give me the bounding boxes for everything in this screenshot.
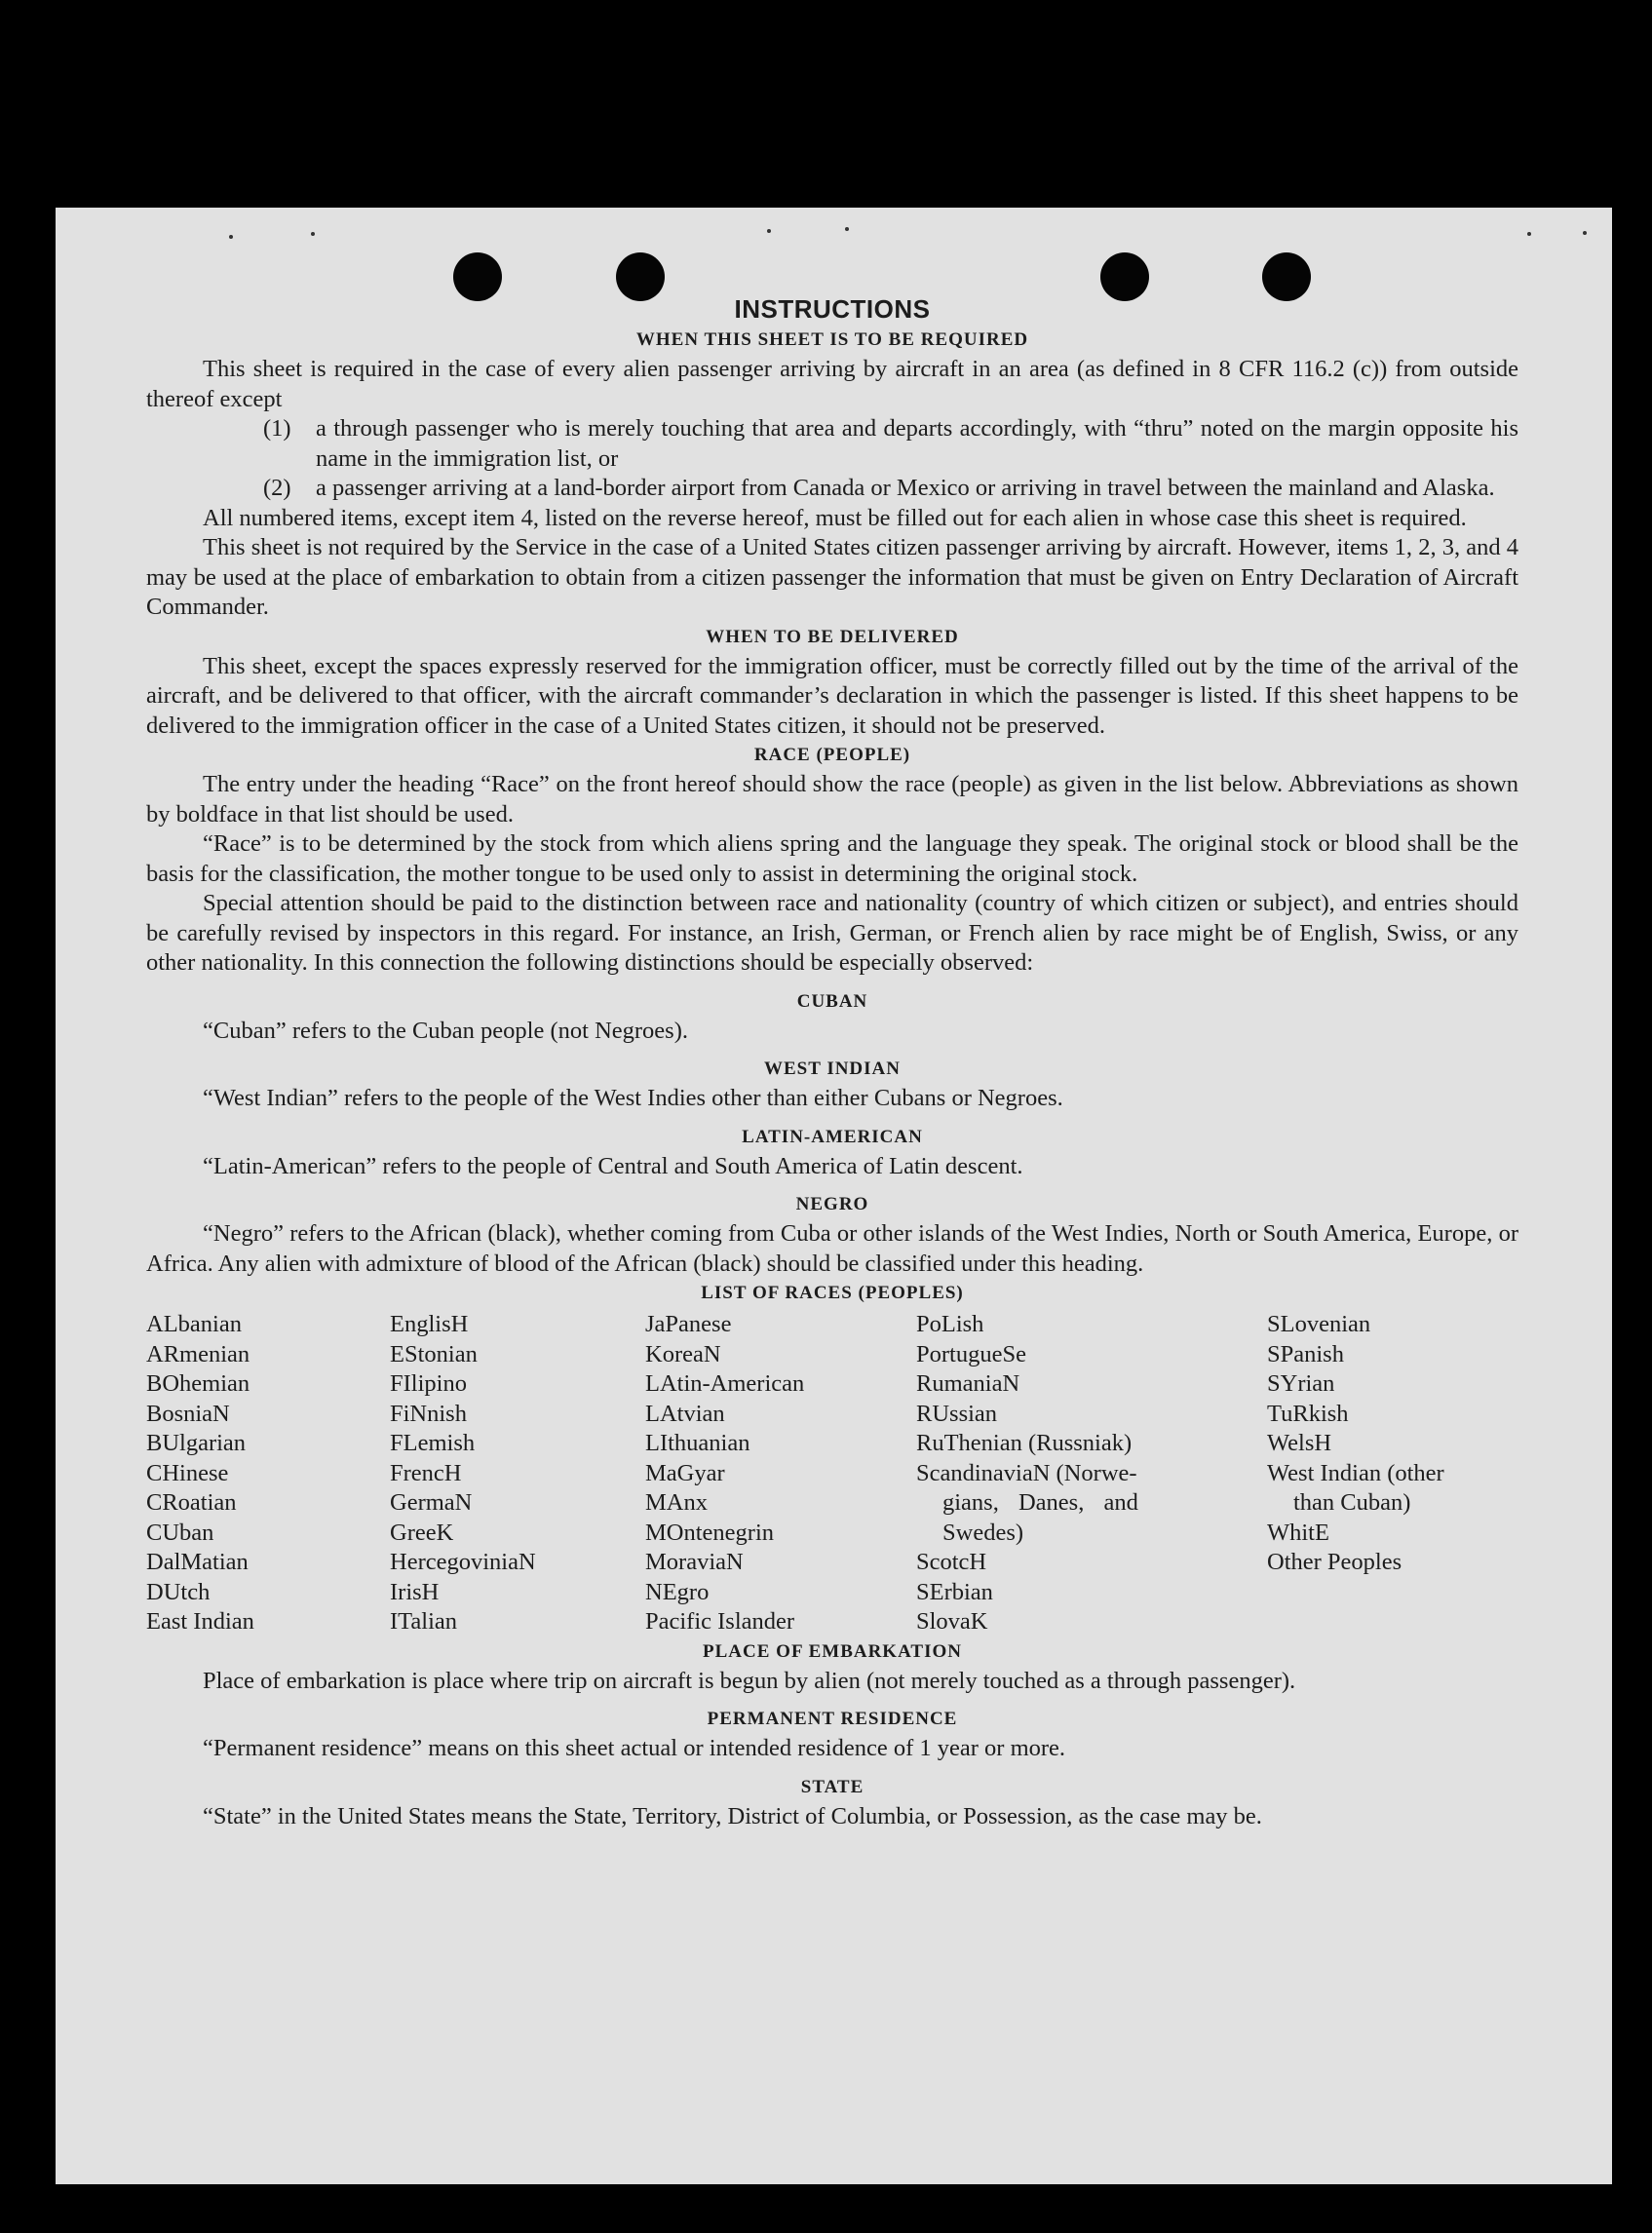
list-item: HercegoviniaN	[390, 1549, 536, 1575]
list-item: West Indian (other	[1267, 1459, 1444, 1486]
list-item: PoLish	[916, 1311, 984, 1337]
races-column-5	[1267, 1310, 1518, 1637]
list-item: TuRkish	[1267, 1400, 1349, 1427]
list-item: SYrian	[1267, 1370, 1335, 1397]
section-heading-races-list: LIST OF RACES (PEOPLES)	[701, 1283, 964, 1303]
paragraph: Place of embarkation is place where trip on aircraft is begun by alien (not merely touched as a through passenger).	[203, 1667, 1296, 1694]
list-item: SPanish	[1267, 1340, 1344, 1367]
list-item: SErbian	[916, 1578, 993, 1605]
list-item: Pacific Islander	[645, 1608, 795, 1635]
paragraph: “Cuban” refers to the Cuban people (not Negroes).	[203, 1017, 688, 1044]
list-item: GreeK	[390, 1519, 454, 1546]
list-item: ITalian	[390, 1608, 458, 1635]
scan-mark	[767, 229, 771, 233]
list-item: LAtin-American	[645, 1370, 805, 1397]
list-item: SLovenian	[1267, 1311, 1371, 1337]
list-item: MaGyar	[645, 1459, 725, 1486]
list-item: LIthuanian	[645, 1430, 750, 1456]
races-column-4	[916, 1310, 1267, 1637]
list-item: FIlipino	[390, 1370, 467, 1397]
item-number: (2)	[263, 475, 291, 501]
list-item: PortugueSe	[916, 1340, 1026, 1367]
list-item: BUlgarian	[146, 1430, 247, 1456]
list-item: East Indian	[146, 1608, 254, 1635]
list-item: CUban	[146, 1519, 214, 1546]
list-item: BOhemian	[146, 1370, 250, 1397]
paragraph: Special attention should be paid to the distinction between race and nationality (country of which citizen or subject), and entries should be carefully revised by inspectors in this regard. For instance, an Irish, German, or French alien by race might be of English, Swiss, or any other nationality. In this connection the following distinctions should be especially observed:	[146, 890, 1518, 976]
list-item: FLemish	[390, 1430, 476, 1456]
paragraph: This sheet is required in the case of every alien passenger arriving by aircraft in an area (as defined in 8 CFR 116.2 (c)) from outside thereof except	[146, 356, 1518, 412]
list-item: MAnx	[645, 1489, 708, 1516]
list-item: RuThenian (Russniak)	[916, 1430, 1133, 1456]
scan-mark	[1583, 231, 1587, 235]
list-item: BosniaN	[146, 1400, 230, 1427]
list-item: DalMatian	[146, 1549, 249, 1575]
list-item: FrencH	[390, 1459, 462, 1486]
list-item: ScandinaviaN (Norwe-	[916, 1459, 1137, 1486]
section-heading-negro: NEGRO	[795, 1194, 869, 1214]
list-item: EStonian	[390, 1340, 478, 1367]
section-heading-delivered: WHEN TO BE DELIVERED	[706, 626, 959, 647]
races-column-3	[645, 1310, 916, 1637]
paragraph: The entry under the heading “Race” on the front hereof should show the race (people) as given in the list below. Abbreviations as shown by boldface in that list should be used.	[146, 771, 1518, 828]
scan-mark	[845, 227, 849, 231]
list-item: LAtvian	[645, 1400, 725, 1427]
list-item: NEgro	[645, 1578, 710, 1605]
list-item: MOntenegrin	[645, 1519, 774, 1546]
paragraph: “Negro” refers to the African (black), whether coming from Cuba or other islands of the West Indies, North or South America, Europe, or Africa. Any alien with admixture of blood of the African (black) should be classified under this heading.	[146, 1220, 1518, 1277]
list-item: DUtch	[146, 1578, 211, 1605]
scan-mark	[229, 235, 233, 239]
section-heading-latin-american: LATIN-AMERICAN	[742, 1126, 923, 1147]
list-item	[263, 474, 1518, 504]
list-item: JaPanese	[645, 1311, 732, 1337]
instructions-content	[146, 292, 1518, 1831]
section-heading-state: STATE	[800, 1776, 864, 1797]
list-item: EnglisH	[390, 1311, 469, 1337]
paragraph: “Latin-American” refers to the people of Central and South America of Latin descent.	[203, 1152, 1023, 1179]
paragraph: This sheet is not required by the Service in the case of a United States citizen passenger arriving by aircraft. However, items 1, 2, 3, and 4 may be used at the place of embarkation to obtain from a citizen passenger the information that must be given on Entry Declaration of Aircraft Commander.	[146, 534, 1518, 620]
section-heading-cuban: CUBAN	[796, 990, 868, 1012]
section-heading-west-indian: WEST INDIAN	[764, 1059, 901, 1079]
list-item	[263, 414, 1518, 474]
list-item: RumaniaN	[916, 1370, 1020, 1397]
list-item: WelsH	[1267, 1430, 1332, 1456]
paragraph: This sheet, except the spaces expressly reserved for the immigration officer, must be correctly filled out by the time of the arrival of the aircraft, and be delivered to that officer, with the aircraft commander’s declaration in which the passenger is listed. If this sheet happens to be delivered to the immigration officer in the case of a United States citizen, it should not be preserved.	[146, 652, 1518, 739]
list-item: KoreaN	[645, 1340, 721, 1367]
list-item: ScotcH	[916, 1549, 987, 1575]
list-item: gians, Danes, and	[942, 1489, 1138, 1516]
list-item: ALbanian	[146, 1311, 242, 1337]
section-heading-embarkation: PLACE OF EMBARKATION	[703, 1640, 962, 1662]
list-item: MoraviaN	[645, 1549, 744, 1575]
list-item: than Cuban)	[1293, 1489, 1411, 1516]
list-item: SlovaK	[916, 1608, 988, 1635]
paragraph: All numbered items, except item 4, listed on the reverse hereof, must be filled out for each alien in whose case this sheet is required.	[203, 504, 1467, 531]
scan-mark	[1527, 232, 1531, 236]
section-heading-race: RACE (PEOPLE)	[753, 745, 911, 765]
section-heading-residence: PERMANENT RESIDENCE	[707, 1709, 958, 1729]
page-title: INSTRUCTIONS	[734, 294, 931, 324]
races-column-2	[390, 1310, 645, 1637]
item-text: a passenger arriving at a land-border airport from Canada or Mexico or arriving in travel between the mainland and Alaska.	[316, 475, 1495, 501]
paragraph: “Race” is to be determined by the stock from which aliens spring and the language they speak. The original stock or blood shall be the basis for the classification, the mother tongue to be used only to assist in determining the original stock.	[146, 830, 1518, 887]
paragraph: “West Indian” refers to the people of the West Indies other than either Cubans or Negroes.	[203, 1085, 1063, 1111]
list-item: IrisH	[390, 1578, 440, 1605]
races-list	[146, 1310, 1518, 1637]
list-item: GermaN	[390, 1489, 473, 1516]
paragraph: “State” in the United States means the State, Territory, District of Columbia, or Possession, as the case may be.	[203, 1802, 1262, 1829]
races-column-1	[146, 1310, 390, 1637]
scan-mark	[311, 232, 315, 236]
list-item: WhitE	[1267, 1519, 1329, 1546]
list-item: Other Peoples	[1267, 1549, 1402, 1575]
list-item: FiNnish	[390, 1400, 467, 1427]
list-item: CRoatian	[146, 1489, 237, 1516]
item-number: (1)	[263, 415, 291, 442]
section-heading-required: WHEN THIS SHEET IS TO BE REQUIRED	[635, 329, 1029, 350]
list-item: CHinese	[146, 1459, 229, 1486]
list-item: RUssian	[916, 1400, 998, 1427]
paragraph: “Permanent residence” means on this sheet actual or intended residence of 1 year or more.	[203, 1735, 1066, 1761]
list-item: ARmenian	[146, 1340, 250, 1367]
list-item: Swedes)	[942, 1519, 1024, 1546]
item-text: a through passenger who is merely touching that area and departs accordingly, with “thru” noted on the margin opposite his name in the immigration list, or	[316, 415, 1518, 472]
